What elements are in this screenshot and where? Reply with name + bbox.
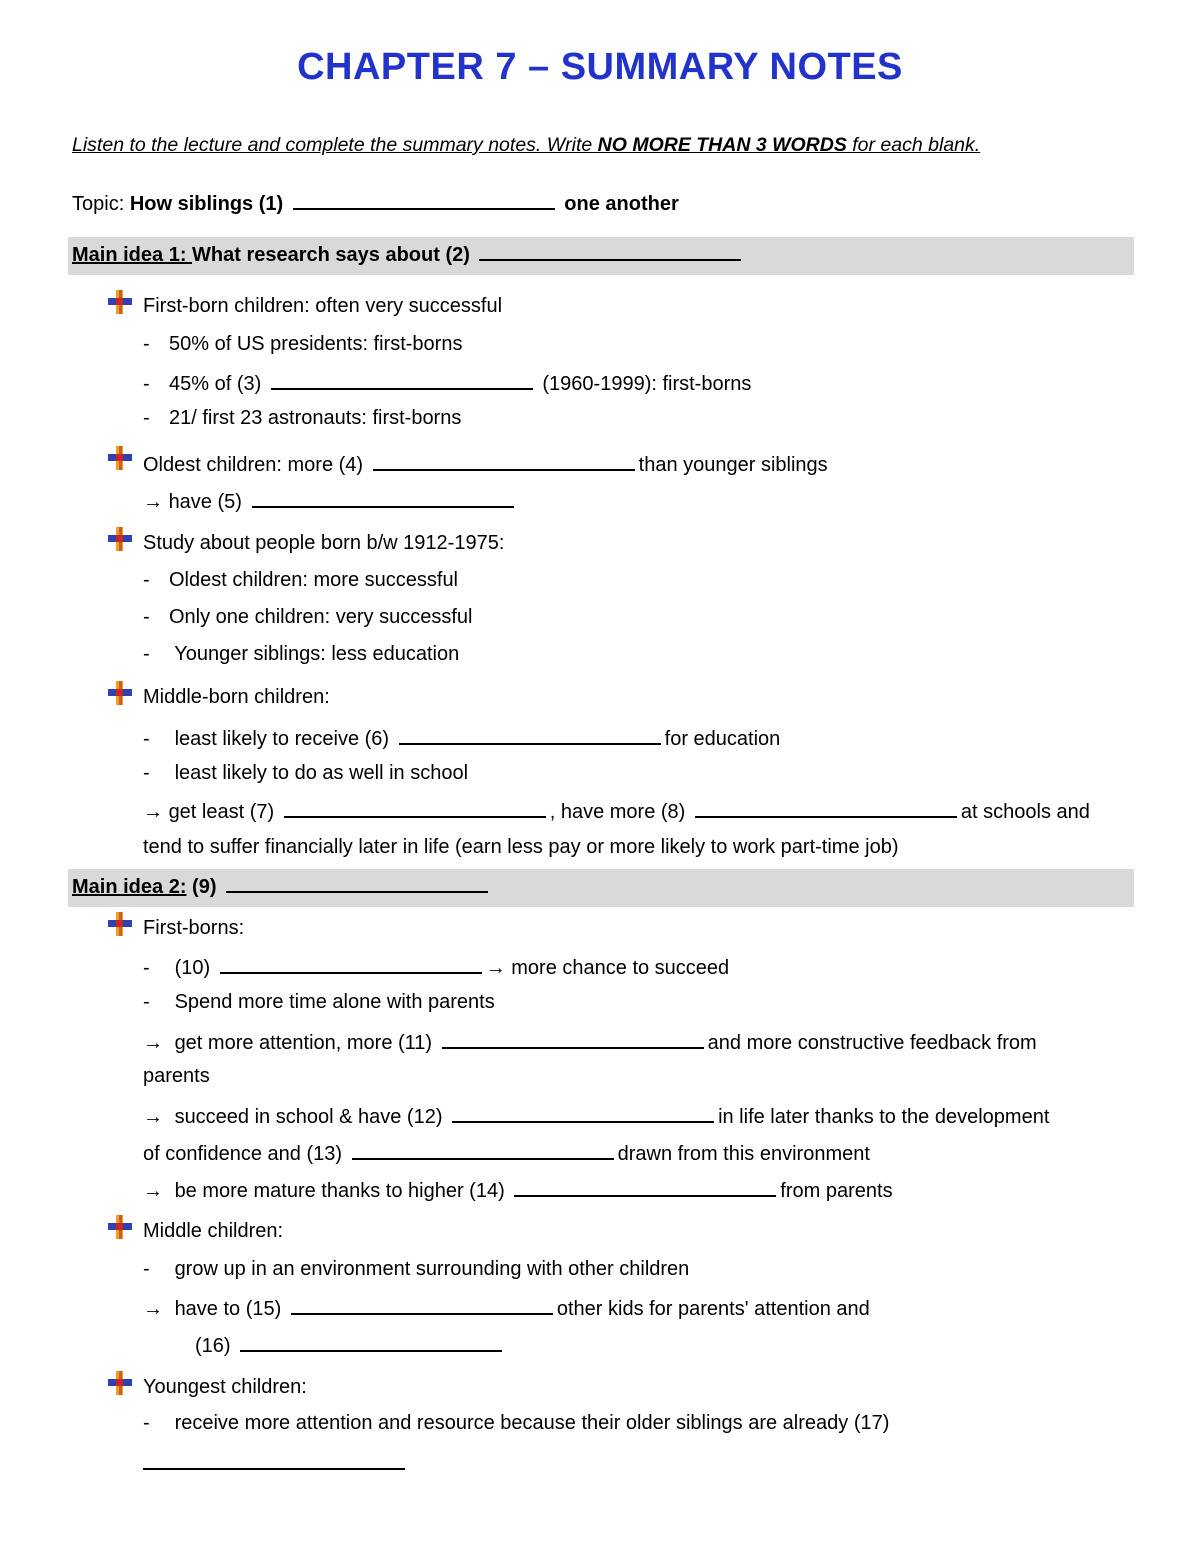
page-title: CHAPTER 7 – SUMMARY NOTES bbox=[297, 46, 903, 88]
list-item: → be more mature thanks to higher (14) from parents bbox=[143, 1177, 893, 1203]
blank-7[interactable] bbox=[284, 798, 546, 818]
blank-4[interactable] bbox=[373, 451, 635, 471]
blank-6[interactable] bbox=[399, 725, 661, 745]
list-item: First-born children: often very successful bbox=[143, 295, 503, 317]
blank-14[interactable] bbox=[514, 1177, 776, 1197]
list-item: → have (5) bbox=[143, 488, 518, 514]
blank-3[interactable] bbox=[271, 370, 533, 390]
list-item: - grow up in an environment surrounding with other children bbox=[143, 1258, 690, 1280]
arrow-icon: → bbox=[143, 801, 163, 823]
arrow-icon: → bbox=[143, 491, 163, 513]
list-item: - (10) → more chance to succeed bbox=[143, 954, 729, 980]
blank-2[interactable] bbox=[479, 241, 741, 261]
list-item: - Younger siblings: less education bbox=[143, 643, 460, 665]
list-item: - least likely to do as well in school bbox=[143, 762, 469, 784]
list-item: → get least (7) , have more (8) at schools and bbox=[143, 798, 1090, 824]
blank-16[interactable] bbox=[240, 1332, 502, 1352]
blank-5[interactable] bbox=[252, 488, 514, 508]
list-item: - 21/ first 23 astronauts: first-borns bbox=[143, 407, 462, 429]
list-item: - receive more attention and resource because their older siblings are already (17) bbox=[143, 1412, 890, 1434]
bullet-icon bbox=[106, 525, 134, 553]
bullet-icon bbox=[106, 288, 134, 316]
list-item: parents bbox=[143, 1065, 210, 1087]
blank-10[interactable] bbox=[220, 954, 482, 974]
bullet-icon bbox=[106, 444, 134, 472]
list-item: Middle-born children: bbox=[143, 686, 330, 708]
list-item: Study about people born b/w 1912-1975: bbox=[143, 532, 505, 554]
list-item: - least likely to receive (6) for education bbox=[143, 725, 780, 751]
arrow-icon: → bbox=[143, 1180, 163, 1202]
list-item: First-borns: bbox=[143, 917, 245, 939]
arrow-icon: → bbox=[143, 1106, 163, 1128]
list-item: tend to suffer financially later in life (earn less pay or more likely to work part-time job) bbox=[143, 836, 899, 858]
list-item: - 45% of (3) (1960-1999): first-borns bbox=[143, 370, 751, 396]
list-item: - Only one children: very successful bbox=[143, 606, 473, 628]
instructions: Listen to the lecture and complete the summary notes. Write NO MORE THAN 3 WORDS for each blank. bbox=[72, 134, 981, 156]
topic-line: Topic: How siblings (1) one another bbox=[72, 190, 679, 216]
blank-1[interactable] bbox=[293, 190, 555, 210]
main-idea-2-heading: Main idea 2: (9) bbox=[72, 873, 492, 899]
list-item bbox=[143, 1450, 405, 1476]
list-item: → get more attention, more (11) and more constructive feedback from bbox=[143, 1029, 1037, 1055]
arrow-icon: → bbox=[143, 1032, 163, 1054]
list-item: - Oldest children: more successful bbox=[143, 569, 459, 591]
bullet-icon bbox=[106, 910, 134, 938]
list-item: - 50% of US presidents: first-borns bbox=[143, 333, 463, 355]
blank-11[interactable] bbox=[442, 1029, 704, 1049]
list-item: Youngest children: bbox=[143, 1376, 307, 1398]
blank-17[interactable] bbox=[143, 1450, 405, 1470]
list-item: of confidence and (13) drawn from this environment bbox=[143, 1140, 870, 1166]
blank-15[interactable] bbox=[291, 1295, 553, 1315]
arrow-icon: → bbox=[143, 1298, 163, 1320]
blank-13[interactable] bbox=[352, 1140, 614, 1160]
list-item: Oldest children: more (4) than younger siblings bbox=[143, 451, 828, 477]
list-item: → succeed in school & have (12) in life later thanks to the development bbox=[143, 1103, 1049, 1129]
blank-12[interactable] bbox=[452, 1103, 714, 1123]
list-item: → have to (15) other kids for parents' attention and bbox=[143, 1295, 870, 1321]
main-idea-1-heading: Main idea 1: What research says about (2) bbox=[72, 241, 745, 267]
list-item: Middle children: bbox=[143, 1220, 284, 1242]
list-item: - Spend more time alone with parents bbox=[143, 991, 495, 1013]
blank-8[interactable] bbox=[695, 798, 957, 818]
bullet-icon bbox=[106, 679, 134, 707]
list-item: (16) bbox=[195, 1332, 506, 1358]
bullet-icon bbox=[106, 1213, 134, 1241]
blank-9[interactable] bbox=[226, 873, 488, 893]
bullet-icon bbox=[106, 1369, 134, 1397]
arrow-icon: → bbox=[485, 957, 506, 979]
